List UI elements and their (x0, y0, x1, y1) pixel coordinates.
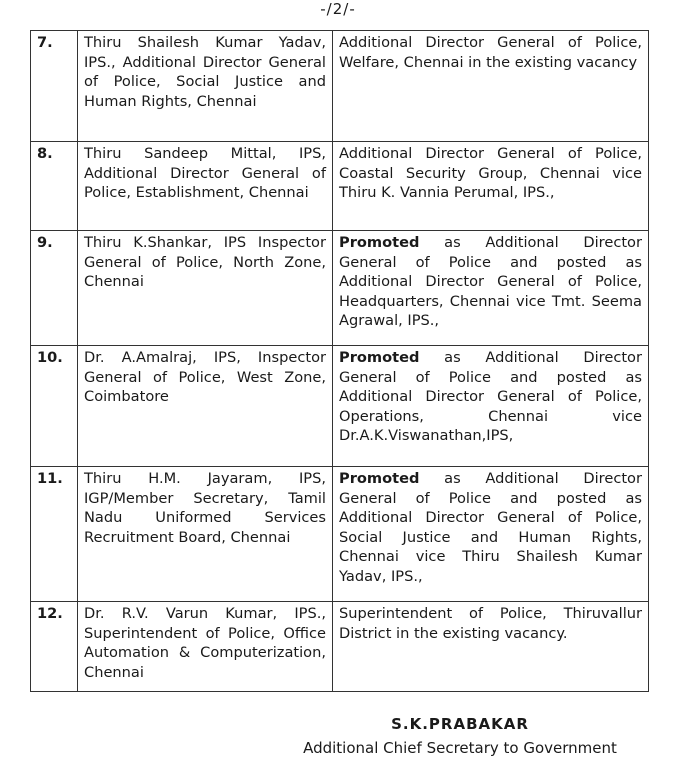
new-posting (333, 602, 649, 692)
page-number: -/2/- (320, 0, 356, 18)
posting-orders-table (30, 30, 649, 692)
officer-current-post: Dr. A.Amalraj, IPS, Inspector General of Police, West Zone, Coimbatore (78, 346, 333, 467)
serial-number: 10. (31, 346, 78, 467)
new-posting (333, 231, 649, 346)
serial-number: 12. (31, 602, 78, 692)
officer-current-post: Thiru H.M. Jayaram, IPS, IGP/Member Secretary, Tamil Nadu Uniformed Services Recruitment Board, Chennai (78, 467, 333, 602)
serial-number: 7. (31, 31, 78, 142)
signatory-title: Additional Chief Secretary to Government (303, 739, 617, 757)
table-row (31, 467, 649, 602)
promoted-label: Promoted (339, 234, 420, 251)
new-posting-text: Superintendent of Police, Thiruvallur District in the existing vacancy. (339, 605, 642, 642)
table-row (31, 31, 649, 142)
officer-current-post: Thiru Shailesh Kumar Yadav, IPS., Additional Director General of Police, Social Justice and Human Rights, Chennai (78, 31, 333, 142)
new-posting-text: as Additional Director General of Police and posted as Additional Director General of Police, Operations, Chennai vice Dr.A.K.Viswanathan,IPS, (339, 349, 642, 445)
new-posting (333, 142, 649, 231)
new-posting (333, 346, 649, 467)
table-row (31, 142, 649, 231)
new-posting (333, 467, 649, 602)
officer-current-post: Thiru Sandeep Mittal, IPS, Additional Director General of Police, Establishment, Chennai (78, 142, 333, 231)
table-row (31, 602, 649, 692)
serial-number: 8. (31, 142, 78, 231)
promoted-label: Promoted (339, 470, 420, 487)
serial-number: 9. (31, 231, 78, 346)
officer-current-post: Thiru K.Shankar, IPS Inspector General of Police, North Zone, Chennai (78, 231, 333, 346)
table-row (31, 346, 649, 467)
new-posting-text: as Additional Director General of Police and posted as Additional Director General of Police, Social Justice and Human Rights, Chennai vice Thiru Shailesh Kumar Yadav, IPS., (339, 470, 642, 585)
table-row (31, 231, 649, 346)
promoted-label: Promoted (339, 349, 420, 366)
new-posting (333, 31, 649, 142)
new-posting-text: Additional Director General of Police, Coastal Security Group, Chennai vice Thiru K. Vannia Perumal, IPS., (339, 145, 642, 202)
new-posting-text: Additional Director General of Police, Welfare, Chennai in the existing vacancy (339, 34, 642, 71)
serial-number: 11. (31, 467, 78, 602)
signatory-name: S.K.PRABAKAR (391, 715, 529, 733)
officer-current-post: Dr. R.V. Varun Kumar, IPS., Superintendent of Police, Office Automation & Computerization, Chennai (78, 602, 333, 692)
new-posting-text: as Additional Director General of Police and posted as Additional Director General of Police, Headquarters, Chennai vice Tmt. Seema Agrawal, IPS., (339, 234, 642, 330)
